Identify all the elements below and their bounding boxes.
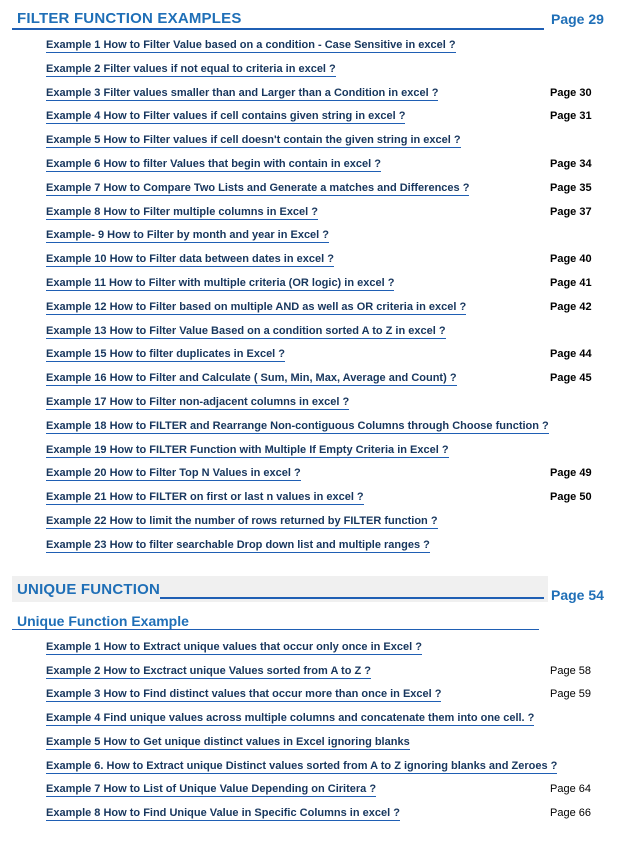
- toc-entry-link[interactable]: Example 21 How to FILTER on first or last n values in excel ?: [46, 491, 364, 504]
- toc-entry-link[interactable]: Example 23 How to filter searchable Drop down list and multiple ranges ?: [46, 538, 430, 551]
- toc-entry-link[interactable]: Example 3 How to Find distinct values that occur more than once in Excel ?: [46, 688, 442, 700]
- toc-entry-link[interactable]: Example 18 How to FILTER and Rearrange Non-contiguous Columns through Choose function ?: [46, 419, 549, 432]
- toc-entry-link[interactable]: Example 1 How to Extract unique values that occur only once in Excel ?: [46, 641, 422, 653]
- toc-entry-link[interactable]: Example 4 How to Filter values if cell contains given string in excel ?: [46, 110, 406, 123]
- toc-entry-page: Page 35: [550, 181, 592, 194]
- toc-entry-link[interactable]: Example 1 How to Filter Value based on a condition - Case Sensitive in excel ?: [46, 39, 456, 51]
- toc-entry-page: Page 40: [550, 253, 592, 266]
- toc-entry-link[interactable]: Example 7 How to Compare Two Lists and Generate a matches and Differences ?: [46, 181, 470, 194]
- toc-entry-link[interactable]: Example 5 How to Get unique distinct values in Excel ignoring blanks: [46, 736, 410, 748]
- unique-title-rule: [160, 597, 544, 599]
- toc-entry-page: Page 59: [550, 688, 591, 700]
- filter-section-title: FILTER FUNCTION EXAMPLES: [17, 10, 242, 27]
- toc-entry-link[interactable]: Example 5 How to Filter values if cell doesn't contain the given string in excel ?: [46, 134, 461, 147]
- toc-entry-page: Page 37: [550, 205, 592, 218]
- filter-title-rule: [12, 28, 544, 30]
- toc-entry-link[interactable]: Example 16 How to Filter and Calculate ( Sum, Min, Max, Average and Count) ?: [46, 372, 457, 385]
- unique-subtitle: Unique Function Example: [17, 613, 189, 629]
- toc-entry-link[interactable]: Example 19 How to FILTER Function with Multiple If Empty Criteria in Excel ?: [46, 443, 449, 456]
- toc-entry-page: Page 34: [550, 158, 592, 170]
- toc-entry-page: Page 42: [550, 300, 592, 313]
- toc-entry-link[interactable]: Example 7 How to List of Unique Value Depending on Ciritera ?: [46, 783, 377, 795]
- toc-entry-page: Page 50: [550, 491, 592, 504]
- toc-entry-link[interactable]: Example 2 Filter values if not equal to criteria in excel ?: [46, 62, 336, 75]
- toc-entry-link[interactable]: Example 6. How to Extract unique Distinct values sorted from A to Z ignoring blanks and Zeroes ?: [46, 760, 558, 772]
- toc-entry-link[interactable]: Example 13 How to Filter Value Based on a condition sorted A to Z in excel ?: [46, 324, 446, 337]
- unique-subtitle-rule: [12, 629, 539, 630]
- toc-entry-link[interactable]: Example 10 How to Filter data between dates in excel ?: [46, 253, 334, 266]
- toc-entry-page: Page 64: [550, 783, 591, 795]
- toc-entry-page: Page 31: [550, 110, 592, 123]
- toc-entry-link[interactable]: Example 15 How to filter duplicates in Excel ?: [46, 348, 286, 361]
- toc-entry-link[interactable]: Example 8 How to Find Unique Value in Specific Columns in excel ?: [46, 807, 400, 819]
- unique-section-title: UNIQUE FUNCTION: [17, 581, 160, 598]
- toc-entry-link[interactable]: Example- 9 How to Filter by month and year in Excel ?: [46, 229, 330, 242]
- filter-section-page: Page 29: [551, 11, 604, 27]
- toc-entry-link[interactable]: Example 8 How to Filter multiple columns in Excel ?: [46, 205, 319, 218]
- toc-entry-page: Page 30: [550, 86, 592, 99]
- unique-section-page: Page 54: [551, 587, 604, 603]
- toc-entry-page: Page 45: [550, 372, 592, 385]
- toc-entry-link[interactable]: Example 22 How to limit the number of rows returned by FILTER function ?: [46, 515, 438, 527]
- toc-entry-link[interactable]: Example 11 How to Filter with multiple criteria (OR logic) in excel ?: [46, 277, 395, 289]
- toc-entry-page: Page 66: [550, 807, 591, 819]
- toc-entry-page: Page 44: [550, 348, 592, 361]
- toc-entry-link[interactable]: Example 4 Find unique values across multiple columns and concatenate them into one cell. ?: [46, 712, 535, 724]
- toc-entry-link[interactable]: Example 6 How to filter Values that begin with contain in excel ?: [46, 158, 381, 170]
- toc-entry-link[interactable]: Example 17 How to Filter non-adjacent columns in excel ?: [46, 396, 350, 408]
- toc-entry-page: Page 41: [550, 277, 592, 289]
- toc-entry-page: Page 49: [550, 467, 592, 480]
- toc-entry-link[interactable]: Example 2 How to Exctract unique Values sorted from A to Z ?: [46, 665, 371, 677]
- toc-entry-page: Page 58: [550, 665, 591, 677]
- toc-entry-link[interactable]: Example 3 Filter values smaller than and Larger than a Condition in excel ?: [46, 86, 439, 99]
- toc-entry-link[interactable]: Example 20 How to Filter Top N Values in excel ?: [46, 467, 301, 480]
- toc-entry-link[interactable]: Example 12 How to Filter based on multiple AND as well as OR criteria in excel ?: [46, 300, 467, 313]
